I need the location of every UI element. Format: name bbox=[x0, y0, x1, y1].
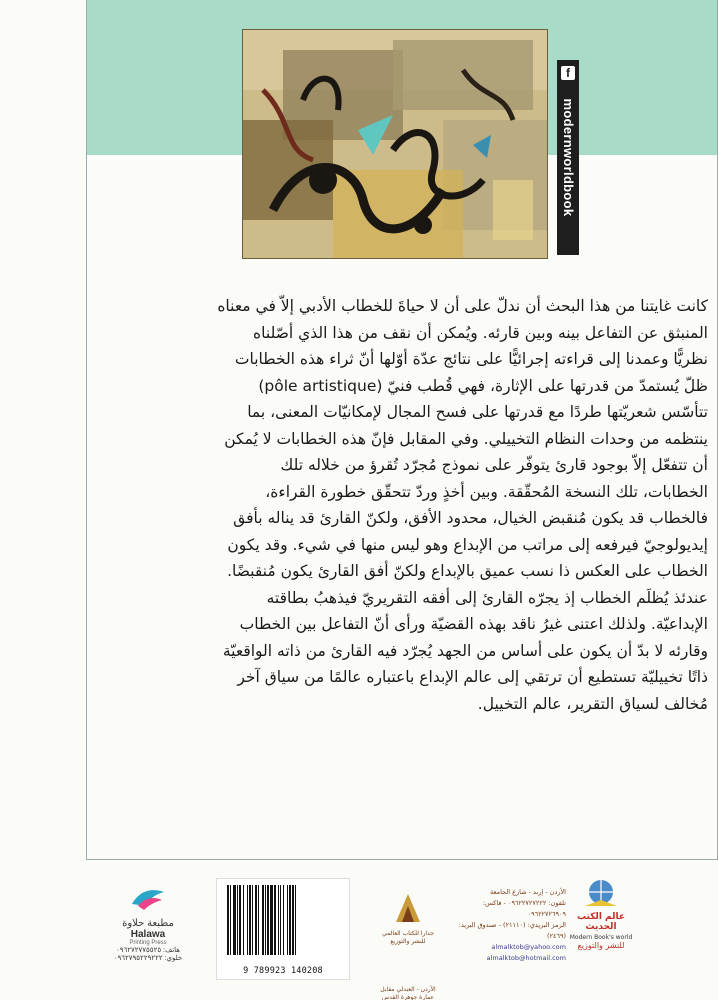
halawa-phone: هاتف: ٠٩٦٢٧٢٧٧٥٥٢٥ bbox=[115, 947, 181, 954]
cover-artwork bbox=[243, 30, 547, 258]
bird-icon bbox=[128, 882, 168, 914]
barcode-bar bbox=[267, 885, 269, 955]
blurb-line: أن تتفعّل إلاّ بوجود قارئ يتوفّر على نموذج مُجرّد تُقرؤ من خلاله تلك bbox=[280, 456, 708, 474]
barcode-bar bbox=[295, 885, 296, 955]
barcode-bar bbox=[227, 885, 229, 955]
blurb-line: كانت غايتنا من هذا البحث أن ندلّ على أن لا حياةَ للخطاب الأدبي إلاّ في معناه bbox=[217, 297, 708, 315]
halawa-arabic-name: مطبعة حلاوة bbox=[122, 918, 174, 929]
back-cover-blurb bbox=[112, 293, 708, 717]
barcode-bar bbox=[237, 885, 238, 955]
barcode-bar bbox=[247, 885, 248, 955]
barcode-bar bbox=[239, 885, 241, 955]
barcode-bar bbox=[278, 885, 279, 955]
barcode-bar bbox=[283, 885, 284, 955]
barcode-bar bbox=[265, 885, 266, 955]
barcode-bar bbox=[292, 885, 294, 955]
barcode-bar bbox=[243, 885, 244, 955]
isbn-number: 9 789923 140208 bbox=[243, 966, 323, 976]
barcode-bar bbox=[249, 885, 251, 955]
abstract-calligraphy-painting bbox=[243, 30, 547, 258]
contact-email-1: almalktob@yahoo.com bbox=[491, 943, 566, 951]
distributor-address: الأردن - العبدلي مقابل عمارة جوهرة القدس bbox=[380, 986, 436, 1000]
distributor-emblem-icon bbox=[390, 890, 426, 926]
blurb-line: ينتظمه من وحدات النظام التخييلي. وفي المقابل فإنّ هذه الخطابات لا يُمكن bbox=[224, 429, 708, 448]
publisher-arabic-sub: للنشر والتوزيع bbox=[577, 941, 625, 950]
barcode-bar bbox=[289, 885, 291, 955]
barcode-bars-icon bbox=[225, 885, 341, 959]
blurb-line: الإبداعيّة. ولذلك اعتنى غيرُ ناقد بهذه القضيّة ورأى أنّ التفاعل بين الخطاب bbox=[239, 615, 708, 633]
globe-book-icon bbox=[581, 878, 621, 910]
blurb-line: إيديولوجيّ فيرفعه إلى مراتب من الإبداع وهو ليس منها في شيء. وقد يكون bbox=[227, 535, 708, 554]
barcode-bar bbox=[280, 885, 281, 955]
blurb-line: الخطاب على العكس ذا نسب عميق بالإبداع ولكنّ أفق القارئ يكون مُنقبضًا. bbox=[227, 562, 708, 580]
blurb-line: وقارئه لا بدّ أن يكون على أساس من الجهد يُجرّد فيه القارئ من ذاته الواقعيّة bbox=[222, 641, 708, 660]
modernworldbook-tag bbox=[557, 60, 579, 255]
halawa-english-name: Halawa bbox=[130, 929, 166, 940]
barcode-bar bbox=[255, 885, 257, 955]
distributor-logo bbox=[378, 890, 438, 1000]
contact-address: الأردن - إربد - شارع الجامعة bbox=[489, 888, 566, 896]
blurb-line: ظلّ يُستمدّ من قدرتها على الإثارة، فهي قُطب فنيّ (pôle artistique) bbox=[258, 376, 708, 395]
publisher-logo bbox=[566, 878, 636, 978]
contact-email-2: almalktob@hotmail.com bbox=[486, 954, 566, 962]
blurb-line: نظريًّا وعمدنا إلى قراءته إجرائيًّا على نتائج عدّة أوّلها أنّ ثراء هذه الخطابات bbox=[234, 350, 708, 368]
blurb-line: مُخالف لسياق التقرير، عالم التخييل. bbox=[477, 694, 708, 713]
publisher-english-name: Modern Book's world bbox=[569, 934, 633, 941]
blurb-line: المنبثق عن التفاعل بينه وبين قارئه. ويُمكن أن نقف من هذا الذي أصّلناه bbox=[253, 323, 708, 342]
isbn-barcode bbox=[216, 878, 350, 980]
distributor-name: جدارا للكتاب العالمي للنشر والتوزيع bbox=[382, 930, 434, 945]
blurb-line: ذاتًا تخييليّة تستطيع أن ترتقي إلى عالم الإبداع باعتباره عالمًا من سياق آخر bbox=[237, 668, 708, 686]
halawa-subtitle: Printing Press bbox=[129, 940, 167, 946]
barcode-bar bbox=[233, 885, 236, 955]
contact-phone: تلفون: ٠٩٦٢٢٧٢٧٢٢٢ - فاكس: ٠٩٦٢٢٧٢٦٩٠٩ bbox=[482, 899, 566, 918]
publisher-contact bbox=[448, 887, 566, 967]
barcode-bar bbox=[258, 885, 259, 955]
side-tag-label: modernworldbook bbox=[561, 98, 576, 217]
blurb-line: عندئذ يُظلَم الخطاب إذ يجرّه القارئ إلى أفقه التقريريّ فيذهبُ بطاقته bbox=[266, 588, 708, 607]
facebook-icon: f bbox=[561, 66, 575, 80]
barcode-bar bbox=[252, 885, 253, 955]
barcode-bar bbox=[274, 885, 276, 955]
barcode-bar bbox=[262, 885, 264, 955]
barcode-bar bbox=[287, 885, 288, 955]
contact-postal: الرمز البريدي: (٢١١١٠) - صندوق البريد: (٢٤٦٩) bbox=[458, 921, 566, 940]
halawa-printing-logo bbox=[108, 880, 188, 980]
barcode-bar bbox=[270, 885, 273, 955]
halawa-mobile: خلوي: ٠٩٦٢٧٩٥٢٢٩٢٢٢ bbox=[113, 955, 183, 962]
blurb-line: الخطابات، تلك النسخة المُحقّقة. وبين أخذٍ وردّ تتحقّق خطورة القراءة، bbox=[265, 482, 708, 501]
barcode-bar bbox=[230, 885, 231, 955]
blurb-line: فالخطاب قد يكون مُنقبض الخيال، محدود الأفق، ولكنّ القارئ قد يناله بأفق bbox=[233, 509, 708, 527]
blurb-line: تتأسّس شعريّتها طردًا مع قدرتها على فسح المجال لإمكانيّات المعنى، بما bbox=[247, 403, 708, 421]
publisher-arabic-name: عالم الكتب الحديث bbox=[577, 912, 625, 932]
